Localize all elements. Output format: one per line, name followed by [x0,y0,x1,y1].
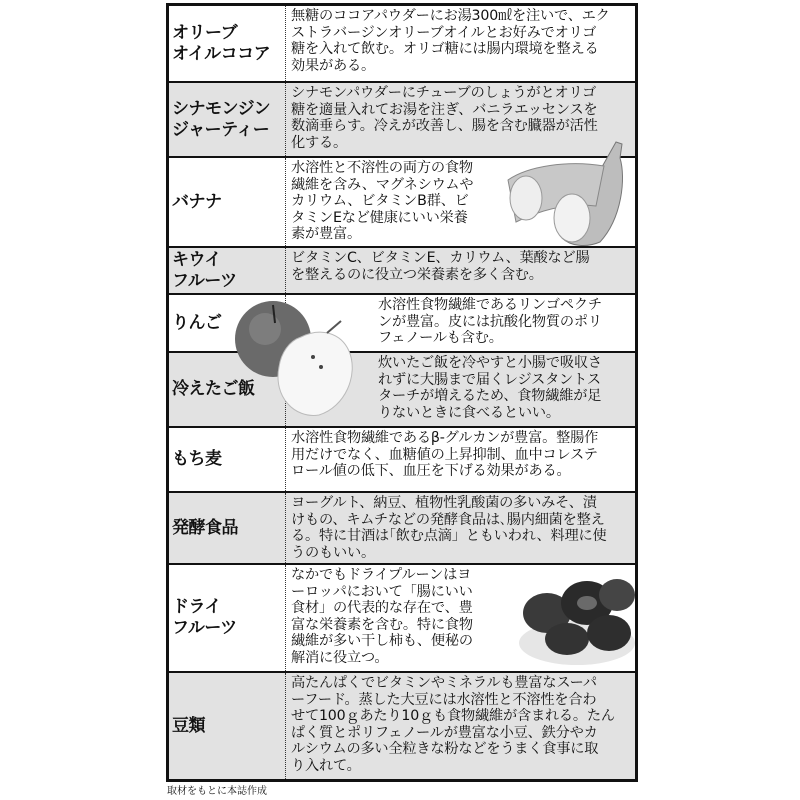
table-row [169,563,635,671]
description-line: けもの、キムチなどの発酵食品は､腸内細菌を整え [291,511,605,528]
food-name-line: 発酵食品 [172,517,238,538]
description-line: 糖を入れて飲む。オリゴ糖には腸内環境を整える [291,41,599,57]
description-line: る。特に甘酒は｢飲む点滴」ともいわれ、料理に使 [291,528,607,544]
description-line: なかでもドライプルーンはヨ [291,567,472,583]
food-description [286,83,635,156]
description-line: 化する。 [291,134,347,151]
food-name-line: 冷えたご飯 [172,379,255,399]
description-line: 水溶性と不溶性の両方の食物 [291,160,473,176]
food-name-line: ジャーティー [172,119,270,140]
description-line: 炊いたご飯を冷やすと小腸で吸収さ [378,355,602,371]
description-line: 食材」の代表的な存在で、豊 [291,600,473,616]
description-line: 糖を適量入れてお湯を注ぎ、バニラエッセンスを [291,101,598,118]
description-line: ロール値の低下、血圧を下げる効果がある。 [291,463,571,479]
table-row [169,671,635,779]
food-name-line: バナナ [172,191,222,212]
description-line: ヨーグルト、納豆、植物性乳酸菌の多いみそ、漬 [291,495,597,511]
food-name-line: キウイ [172,249,221,270]
food-name-line: ドライ [172,597,221,617]
table-row [169,156,635,246]
food-name-line: フルーツ [172,270,237,291]
description-line: シナモンパウダーにチューブのしょうがとオリゴ [291,85,597,101]
food-name [169,248,286,293]
food-name-line: フルーツ [172,618,237,638]
description-line: を整えるのに役立つ栄養素を多く含む。 [291,266,543,283]
description-line: ーフード。蒸した大豆には水溶性と不溶性を合わ [291,691,597,708]
description-line: りないときに食べるといい。 [378,404,560,421]
description-line: 繊維が多い干し柿も、便秘の [291,633,473,649]
description-line: ーロッパにおいて「腸にいい [291,583,473,600]
description-line: ストラバージンオリーブオイルとお好みでオリゴ [291,24,597,41]
description-line: カリウム、ビタミンB群、ビ [291,193,469,209]
description-line: 効果がある。 [291,57,375,74]
description-line: 水溶性食物繊維であるリンゴペクチ [378,297,602,313]
food-description [286,673,635,779]
description-line: ターチが増えるため、食物繊維が足 [378,388,602,404]
food-name [169,158,286,246]
food-name-line: シナモンジン [172,98,271,119]
description-line: ぱく質とポリフェノールが豊富な小豆、鉄分やカ [291,724,598,741]
food-name-line: 豆類 [172,715,205,736]
food-name-line: もち麦 [172,449,222,469]
food-description [286,6,635,81]
description-line: 用だけでなく、血糖値の上昇抑制、血中コレステ [291,446,598,463]
description-line: 無糖のココアパウダーにお湯300㎖を注いで、エク [291,8,610,24]
description-line: 水溶性食物繊維であるβ-グルカンが豊富。整腸作 [291,430,599,446]
description-line: せて100ｇあたり10ｇも食物繊維が含まれる。たん [291,708,615,724]
table-row [169,6,635,81]
description-line: 繊維を含み、マグネシウムや [291,176,474,193]
description-line: り入れて。 [291,757,361,774]
food-description [286,493,635,563]
food-name-line: りんご [172,312,222,333]
source-caption: 取材をもとに本誌作成 [167,786,267,797]
description-line: 数滴垂らす。冷えが改善し、腸を含む臓器が活性 [291,118,598,134]
food-description [286,428,635,491]
food-name-line: オリーブ [172,22,238,43]
table-row [169,293,635,351]
description-line: 高たんぱくでビタミンやミネラルも豊富なスーパ [291,675,597,691]
description-line: ルシウムの多い全粒きな粉などをうまく食事に取 [291,741,599,757]
description-line: ンが豊富。皮には抗酸化物質のポリ [378,313,602,330]
description-line: 素が豊富。 [291,226,361,242]
food-name [169,83,286,156]
table-row [169,246,635,293]
food-name [169,6,286,81]
food-description [286,158,635,246]
food-description [286,248,635,293]
food-name [169,493,286,563]
food-name [169,428,286,491]
food-description [286,295,635,351]
table-row [169,81,635,156]
table-row [169,491,635,563]
food-description [286,353,635,426]
food-name [169,565,286,671]
food-description [286,565,635,671]
description-line: うのもいい。 [291,544,375,561]
table-row [169,426,635,491]
description-line: れずに大腸まで届くレジスタントス [378,371,601,388]
food-name-line: オイルココア [172,43,271,64]
description-line: フェノールも含む。 [378,330,503,346]
description-line: タミンEなど健康にいい栄養 [291,209,468,226]
description-line: ビタミンC、ビタミンE、カリウム、葉酸など腸 [291,250,590,266]
food-name [169,673,286,779]
description-line: 富な栄養素を含む。特に食物 [291,616,473,633]
food-table [166,3,638,782]
description-line: 解消に役立つ。 [291,649,389,666]
